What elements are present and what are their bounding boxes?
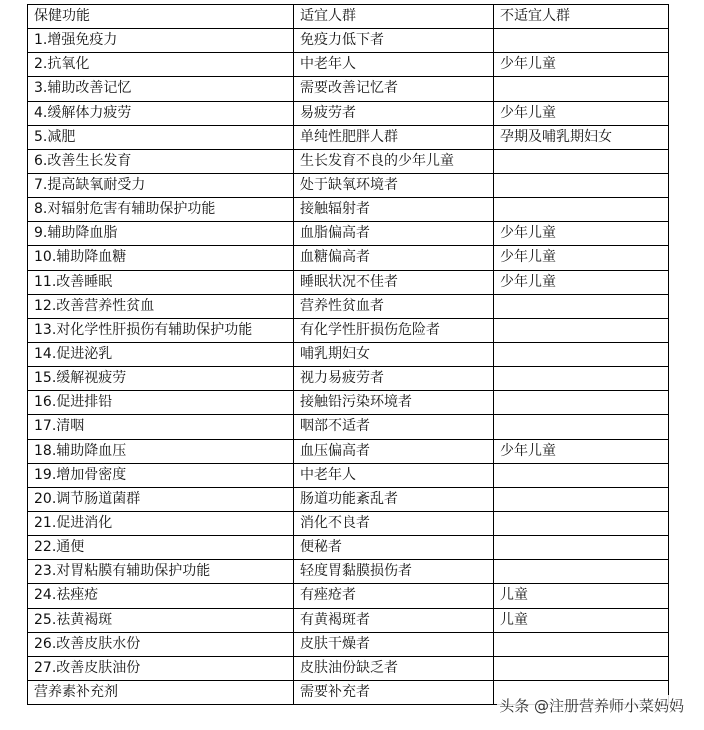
- cell-function: 5.减肥: [28, 125, 294, 149]
- cell-suitable: 处于缺氧环境者: [294, 173, 494, 197]
- cell-unsuitable: [494, 342, 669, 366]
- table-row: [28, 53, 669, 77]
- table-row: [28, 342, 669, 366]
- table-row: [28, 318, 669, 342]
- cell-function: 7.提高缺氧耐受力: [28, 173, 294, 197]
- cell-function: 9.辅助降血脂: [28, 222, 294, 246]
- table-row: [28, 101, 669, 125]
- cell-suitable: 有痤疮者: [294, 584, 494, 608]
- cell-unsuitable: [494, 487, 669, 511]
- cell-suitable: 单纯性肥胖人群: [294, 125, 494, 149]
- cell-function: 14.促进泌乳: [28, 342, 294, 366]
- cell-unsuitable: 少年儿童: [494, 101, 669, 125]
- cell-function: 25.祛黄褐斑: [28, 608, 294, 632]
- cell-unsuitable: [494, 318, 669, 342]
- cell-function: 10.辅助降血糖: [28, 246, 294, 270]
- table-row: [28, 173, 669, 197]
- table-row: [28, 294, 669, 318]
- cell-unsuitable: [494, 536, 669, 560]
- cell-function: 11.改善睡眠: [28, 270, 294, 294]
- cell-suitable: 皮肤油份缺乏者: [294, 656, 494, 680]
- table-row: [28, 560, 669, 584]
- cell-unsuitable: [494, 560, 669, 584]
- table-row: [28, 29, 669, 53]
- cell-suitable: 睡眠状况不佳者: [294, 270, 494, 294]
- table-row: [28, 222, 669, 246]
- health-function-table: [27, 4, 669, 705]
- cell-suitable: 皮肤干燥者: [294, 632, 494, 656]
- cell-suitable: 咽部不适者: [294, 415, 494, 439]
- cell-function: 3.辅助改善记忆: [28, 77, 294, 101]
- cell-suitable: 接触铅污染环境者: [294, 391, 494, 415]
- cell-function: 23.对胃粘膜有辅助保护功能: [28, 560, 294, 584]
- cell-unsuitable: [494, 367, 669, 391]
- cell-suitable: 需要改善记忆者: [294, 77, 494, 101]
- table-row: [28, 391, 669, 415]
- cell-unsuitable: 少年儿童: [494, 439, 669, 463]
- cell-suitable: 中老年人: [294, 53, 494, 77]
- table-row: [28, 463, 669, 487]
- cell-unsuitable: 少年儿童: [494, 246, 669, 270]
- cell-function: 27.改善皮肤油份: [28, 656, 294, 680]
- cell-function: 12.改善营养性贫血: [28, 294, 294, 318]
- table-row: [28, 439, 669, 463]
- cell-function: 22.通便: [28, 536, 294, 560]
- cell-unsuitable: 少年儿童: [494, 222, 669, 246]
- cell-function: 13.对化学性肝损伤有辅助保护功能: [28, 318, 294, 342]
- cell-suitable: 视力易疲劳者: [294, 367, 494, 391]
- cell-suitable: 免疫力低下者: [294, 29, 494, 53]
- cell-function: 15.缓解视疲劳: [28, 367, 294, 391]
- cell-suitable: 需要补充者: [294, 680, 494, 704]
- cell-unsuitable: 儿童: [494, 608, 669, 632]
- cell-function: 营养素补充剂: [28, 680, 294, 704]
- cell-function: 2.抗氧化: [28, 53, 294, 77]
- cell-function: 26.改善皮肤水份: [28, 632, 294, 656]
- cell-unsuitable: 少年儿童: [494, 53, 669, 77]
- cell-function: 24.祛痤疮: [28, 584, 294, 608]
- cell-function: 17.清咽: [28, 415, 294, 439]
- cell-suitable: 接触辐射者: [294, 198, 494, 222]
- cell-suitable: 有黄褐斑者: [294, 608, 494, 632]
- cell-suitable: 易疲劳者: [294, 101, 494, 125]
- table-row: [28, 77, 669, 101]
- table-row: [28, 608, 669, 632]
- cell-function: 1.增强免疫力: [28, 29, 294, 53]
- cell-function: 4.缓解体力疲劳: [28, 101, 294, 125]
- cell-function: 8.对辐射危害有辅助保护功能: [28, 198, 294, 222]
- cell-suitable: 血糖偏高者: [294, 246, 494, 270]
- cell-unsuitable: [494, 173, 669, 197]
- table-row: [28, 632, 669, 656]
- cell-suitable: 营养性贫血者: [294, 294, 494, 318]
- cell-unsuitable: [494, 632, 669, 656]
- header-unsuitable: 不适宜人群: [494, 5, 669, 29]
- cell-unsuitable: [494, 415, 669, 439]
- cell-suitable: 血压偏高者: [294, 439, 494, 463]
- cell-unsuitable: 少年儿童: [494, 270, 669, 294]
- cell-unsuitable: [494, 198, 669, 222]
- header-function: 保健功能: [28, 5, 294, 29]
- header-suitable: 适宜人群: [294, 5, 494, 29]
- cell-function: 6.改善生长发育: [28, 149, 294, 173]
- table-row: [28, 415, 669, 439]
- cell-suitable: 中老年人: [294, 463, 494, 487]
- cell-function: 16.促进排铅: [28, 391, 294, 415]
- cell-suitable: 肠道功能紊乱者: [294, 487, 494, 511]
- table-row: [28, 270, 669, 294]
- cell-function: 18.辅助降血压: [28, 439, 294, 463]
- cell-unsuitable: [494, 511, 669, 535]
- cell-unsuitable: 儿童: [494, 584, 669, 608]
- table-header-row: [28, 5, 669, 29]
- cell-unsuitable: [494, 149, 669, 173]
- cell-unsuitable: 孕期及哺乳期妇女: [494, 125, 669, 149]
- cell-function: 19.增加骨密度: [28, 463, 294, 487]
- table-row: [28, 149, 669, 173]
- table-row: [28, 198, 669, 222]
- table-row: [28, 511, 669, 535]
- table-row: [28, 367, 669, 391]
- cell-unsuitable: [494, 656, 669, 680]
- table-row: [28, 125, 669, 149]
- cell-suitable: 便秘者: [294, 536, 494, 560]
- cell-unsuitable: [494, 77, 669, 101]
- cell-suitable: 轻度胃黏膜损伤者: [294, 560, 494, 584]
- cell-function: 21.促进消化: [28, 511, 294, 535]
- cell-suitable: 哺乳期妇女: [294, 342, 494, 366]
- table-row: [28, 487, 669, 511]
- watermark: 头条 @注册营养师小菜妈妈: [499, 697, 684, 715]
- table-row: [28, 246, 669, 270]
- cell-suitable: 生长发育不良的少年儿童: [294, 149, 494, 173]
- cell-unsuitable: [494, 463, 669, 487]
- cell-unsuitable: [494, 29, 669, 53]
- cell-unsuitable: [494, 294, 669, 318]
- cell-suitable: 有化学性肝损伤危险者: [294, 318, 494, 342]
- cell-function: 20.调节肠道菌群: [28, 487, 294, 511]
- cell-suitable: 血脂偏高者: [294, 222, 494, 246]
- cell-suitable: 消化不良者: [294, 511, 494, 535]
- table-row: [28, 656, 669, 680]
- table-row: [28, 536, 669, 560]
- table-row: [28, 584, 669, 608]
- cell-unsuitable: [494, 391, 669, 415]
